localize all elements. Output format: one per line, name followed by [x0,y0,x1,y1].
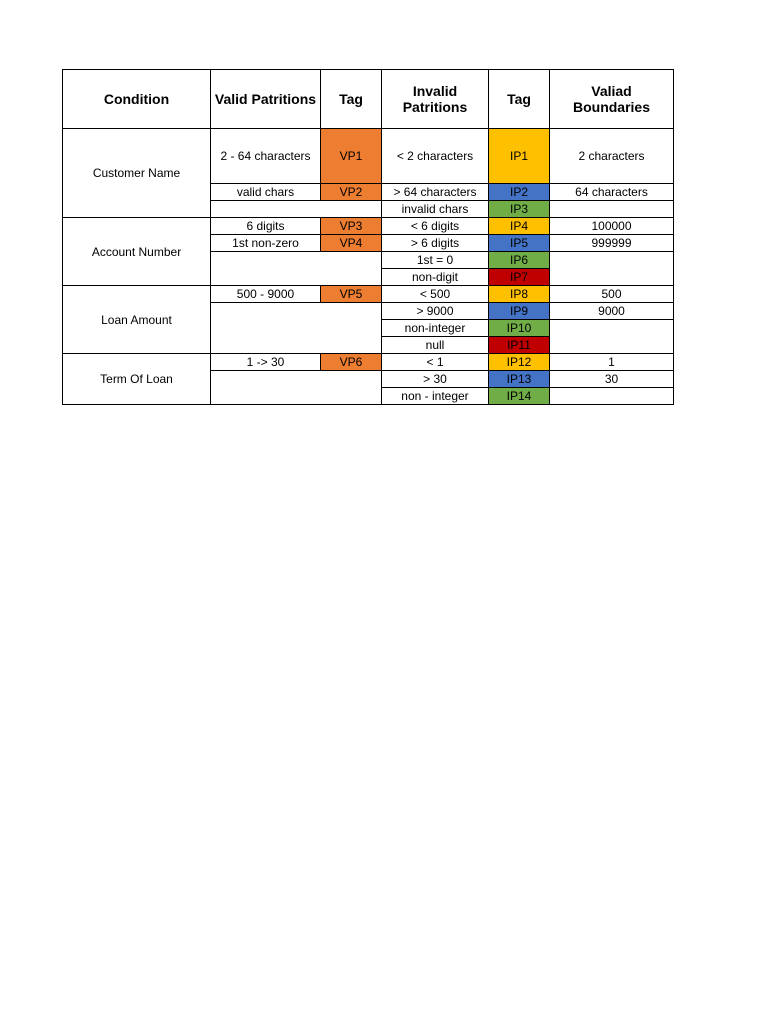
boundary-cell: 30 [550,371,674,388]
valid-tag-cell: VP1 [321,129,382,184]
valid-tag-cell: VP4 [321,235,382,252]
boundary-cell: 500 [550,286,674,303]
table-row [63,218,674,235]
invalid-partition-cell: < 2 characters [382,129,489,184]
valid-partition-cell: 2 - 64 characters [211,129,321,184]
valid-tag-cell: VP3 [321,218,382,235]
boundary-cell: 9000 [550,303,674,320]
invalid-partition-cell: > 30 [382,371,489,388]
invalid-partition-cell: > 6 digits [382,235,489,252]
boundary-cell [550,320,674,354]
valid-tag-cell: VP5 [321,286,382,303]
invalid-partition-cell: < 500 [382,286,489,303]
invalid-tag-cell: IP9 [489,303,550,320]
valid-partition-cell: 500 - 9000 [211,286,321,303]
invalid-partition-cell: > 64 characters [382,184,489,201]
valid-partition-cell: valid chars [211,184,321,201]
valid-partition-cell: 1 -> 30 [211,354,321,371]
partition-table [62,69,674,405]
header-valid-boundaries: Valiad Boundaries [550,70,674,129]
boundary-cell [550,388,674,405]
invalid-tag-cell: IP3 [489,201,550,218]
invalid-tag-cell: IP11 [489,337,550,354]
boundary-cell: 64 characters [550,184,674,201]
condition-customer-name: Customer Name [63,129,211,218]
invalid-partition-cell: null [382,337,489,354]
invalid-partition-cell: invalid chars [382,201,489,218]
valid-partition-cell: 1st non-zero [211,235,321,252]
boundary-cell: 2 characters [550,129,674,184]
invalid-tag-cell: IP7 [489,269,550,286]
valid-partition-cell: 6 digits [211,218,321,235]
invalid-partition-cell: non-digit [382,269,489,286]
invalid-tag-cell: IP6 [489,252,550,269]
boundary-cell: 1 [550,354,674,371]
valid-partition-cell [211,371,382,405]
invalid-partition-cell: < 1 [382,354,489,371]
valid-partition-cell [211,252,382,286]
invalid-tag-cell: IP5 [489,235,550,252]
table-row [63,286,674,303]
boundary-cell: 999999 [550,235,674,252]
table-row [63,354,674,371]
table-row [63,129,674,184]
invalid-partition-cell: non - integer [382,388,489,405]
invalid-tag-cell: IP14 [489,388,550,405]
invalid-partition-cell: > 9000 [382,303,489,320]
valid-tag-cell: VP2 [321,184,382,201]
condition-loan-amount: Loan Amount [63,286,211,354]
header-tag-valid: Tag [321,70,382,129]
invalid-tag-cell: IP10 [489,320,550,337]
invalid-tag-cell: IP2 [489,184,550,201]
header-invalid-partitions: Invalid Patritions [382,70,489,129]
invalid-tag-cell: IP4 [489,218,550,235]
invalid-partition-cell: < 6 digits [382,218,489,235]
invalid-tag-cell: IP1 [489,129,550,184]
condition-term-of-loan: Term Of Loan [63,354,211,405]
header-tag-invalid: Tag [489,70,550,129]
invalid-tag-cell: IP13 [489,371,550,388]
boundary-cell [550,252,674,286]
boundary-cell [550,201,674,218]
valid-tag-cell: VP6 [321,354,382,371]
header-row [63,70,674,129]
valid-partition-cell [211,201,382,218]
header-valid-partitions: Valid Patritions [211,70,321,129]
invalid-partition-cell: 1st = 0 [382,252,489,269]
header-condition: Condition [63,70,211,129]
valid-partition-cell [211,303,382,354]
invalid-partition-cell: non-integer [382,320,489,337]
invalid-tag-cell: IP8 [489,286,550,303]
invalid-tag-cell: IP12 [489,354,550,371]
condition-account-number: Account Number [63,218,211,286]
boundary-cell: 100000 [550,218,674,235]
